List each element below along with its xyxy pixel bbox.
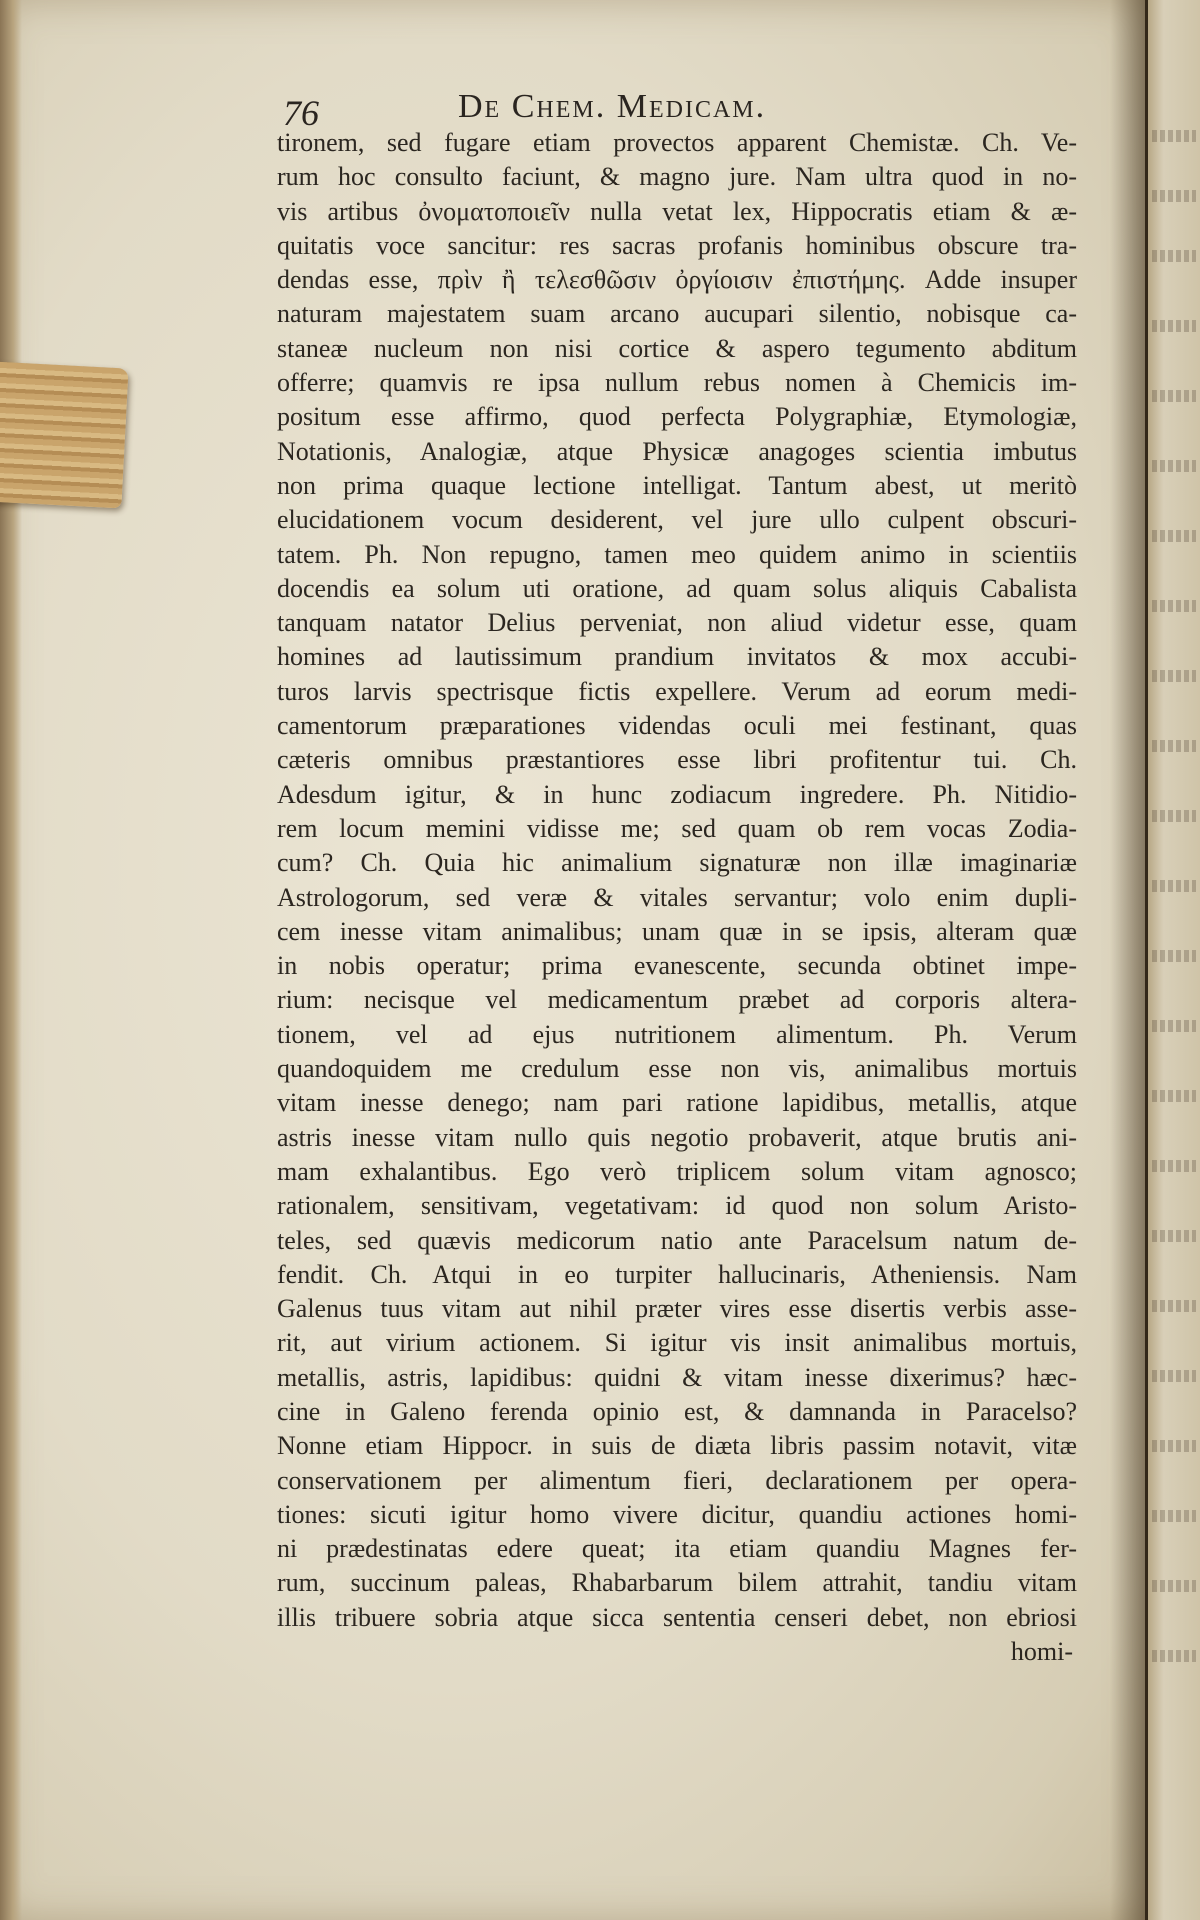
- catchword: homi-: [1010, 1637, 1073, 1667]
- bleed-through-text: [1152, 1370, 1196, 1382]
- bleed-through-text: [1152, 1580, 1196, 1592]
- bleed-through-text: [1152, 1160, 1196, 1172]
- bleed-through-text: [1152, 670, 1196, 682]
- bleed-through-text: [1152, 1090, 1196, 1102]
- bleed-through-text: [1152, 600, 1196, 612]
- page-edge: [0, 0, 22, 1920]
- running-head: De Chem. Medicam.: [458, 88, 767, 125]
- text-line: mam exhalantibus. Ego verò triplicem solum vitam agnosco;: [277, 1156, 1077, 1186]
- text-line: cine in Galeno ferenda opinio est, & damnanda in Paracelso?: [277, 1396, 1077, 1426]
- text-line: tionem, vel ad ejus nutritionem alimentum. Ph. Verum: [277, 1019, 1077, 1049]
- paper-tab-strip: [0, 362, 129, 509]
- text-line: offerre; quamvis re ipsa nullum rebus nomen à Chemicis im-: [277, 368, 1077, 398]
- text-line: staneæ nucleum non nisi cortice & aspero tegumento abditum: [277, 333, 1077, 363]
- text-line: rum hoc consulto faciunt, & magno jure. Nam ultra quod in no-: [277, 162, 1077, 192]
- bleed-through-text: [1152, 1230, 1196, 1242]
- text-line: elucidationem vocum desiderent, vel jure ullo culpent obscuri-: [277, 505, 1077, 535]
- text-line: conservationem per alimentum fieri, declarationem per opera-: [277, 1465, 1077, 1495]
- bleed-through-text: [1152, 460, 1196, 472]
- text-line: tiones: sicuti igitur homo vivere dicitur, quandiu actiones homi-: [277, 1499, 1077, 1529]
- text-line: astris inesse vitam nullo quis negotio probaverit, atque brutis ani-: [277, 1122, 1077, 1152]
- text-line: Notationis, Analogiæ, atque Physicæ anagoges scientia imbutus: [277, 436, 1077, 466]
- text-line: quitatis voce sancitur: res sacras profanis hominibus obscure tra-: [277, 230, 1077, 260]
- bleed-through-text: [1152, 250, 1196, 262]
- text-line: fendit. Ch. Atqui in eo turpiter hallucinaris, Atheniensis. Nam: [277, 1259, 1077, 1289]
- text-line: cem inesse vitam animalibus; unam quæ in se ipsis, alteram quæ: [277, 916, 1077, 946]
- text-line: vitam inesse denego; nam pari ratione lapidibus, metallis, atque: [277, 1088, 1077, 1118]
- text-line: rum, succinum paleas, Rhabarbarum bilem attrahit, tandiu vitam: [277, 1568, 1077, 1598]
- text-line: ni prædestinatas edere queat; ita etiam quandiu Magnes fer-: [277, 1534, 1077, 1564]
- bleed-through-text: [1152, 880, 1196, 892]
- page-number: 76: [283, 93, 319, 133]
- text-line: camentorum præparationes videndas oculi mei festinant, quas: [277, 711, 1077, 741]
- bleed-through-text: [1152, 1020, 1196, 1032]
- text-line: rit, aut virium actionem. Si igitur vis insit animalibus mortuis,: [277, 1328, 1077, 1358]
- text-line: quandoquidem me credulum esse non vis, animalibus mortuis: [277, 1054, 1077, 1084]
- page-header: [283, 82, 943, 132]
- text-line: docendis ea solum uti oratione, ad quam solus aliquis Cabalista: [277, 573, 1077, 603]
- bleed-through-text: [1152, 530, 1196, 542]
- text-line: rationalem, sensitivam, vegetativam: id quod non solum Aristo-: [277, 1191, 1077, 1221]
- text-line: Nonne etiam Hippocr. in suis de diæta libris passim notavit, vitæ: [277, 1431, 1077, 1461]
- facing-page-edge: [1148, 0, 1200, 1920]
- text-line: vis artibus ὀνοματοποιεῖν nulla vetat lex, Hippocratis etiam & æ-: [277, 196, 1077, 226]
- text-line: teles, sed quævis medicorum natio ante Paracelsum natum de-: [277, 1225, 1077, 1255]
- text-line: tanquam natator Delius perveniat, non aliud videtur esse, quam: [277, 608, 1077, 638]
- text-line: illis tribuere sobria atque sicca sententia censeri debet, non ebriosi: [277, 1602, 1077, 1632]
- text-line: dendas esse, πρὶν ἢ τελεσθῶσιν ὀργίοισιν ἐπιστήμης. Adde insuper: [277, 265, 1077, 295]
- text-line: in nobis operatur; prima evanescente, secunda obtinet impe-: [277, 951, 1077, 981]
- gutter-shadow: [1110, 0, 1150, 1920]
- bleed-through-text: [1152, 1510, 1196, 1522]
- text-line: cæteris omnibus præstantiores esse libri profitentur tui. Ch.: [277, 745, 1077, 775]
- text-line: Astrologorum, sed veræ & vitales servantur; volo enim dupli-: [277, 882, 1077, 912]
- bleed-through-text: [1152, 810, 1196, 822]
- text-line: Galenus tuus vitam aut nihil præter vires esse disertis verbis asse-: [277, 1294, 1077, 1324]
- text-line: naturam majestatem suam arcano aucupari silentio, nobisque ca-: [277, 299, 1077, 329]
- text-line: positum esse affirmo, quod perfecta Polygraphiæ, Etymologiæ,: [277, 402, 1077, 432]
- bleed-through-text: [1152, 130, 1196, 142]
- text-line: homines ad lautissimum prandium invitatos & mox accubi-: [277, 642, 1077, 672]
- bleed-through-text: [1152, 1300, 1196, 1312]
- text-line: tatem. Ph. Non repugno, tamen meo quidem animo in scientiis: [277, 539, 1077, 569]
- bleed-through-text: [1152, 390, 1196, 402]
- text-line: tironem, sed fugare etiam provectos apparent Chemistæ. Ch. Ve-: [277, 128, 1077, 157]
- text-line: rium: necisque vel medicamentum præbet ad corporis altera-: [277, 985, 1077, 1015]
- text-line: metallis, astris, lapidibus: quidni & vitam inesse dixerimus? hæc-: [277, 1362, 1077, 1392]
- text-line: cum? Ch. Quia hic animalium signaturæ non illæ imaginariæ: [277, 848, 1077, 878]
- body-text: [277, 126, 1077, 1669]
- text-line: Adesdum igitur, & in hunc zodiacum ingredere. Ph. Nitidio-: [277, 779, 1077, 809]
- bleed-through-text: [1152, 1440, 1196, 1452]
- bleed-through-text: [1152, 320, 1196, 332]
- bleed-through-text: [1152, 190, 1196, 202]
- bleed-through-text: [1152, 950, 1196, 962]
- text-line: turos larvis spectrisque fictis expellere. Verum ad eorum medi-: [277, 676, 1077, 706]
- text-line: non prima quaque lectione intelligat. Tantum abest, ut meritò: [277, 470, 1077, 500]
- text-line: rem locum memini vidisse me; sed quam ob rem vocas Zodia-: [277, 813, 1077, 843]
- bleed-through-text: [1152, 740, 1196, 752]
- bleed-through-text: [1152, 1650, 1196, 1662]
